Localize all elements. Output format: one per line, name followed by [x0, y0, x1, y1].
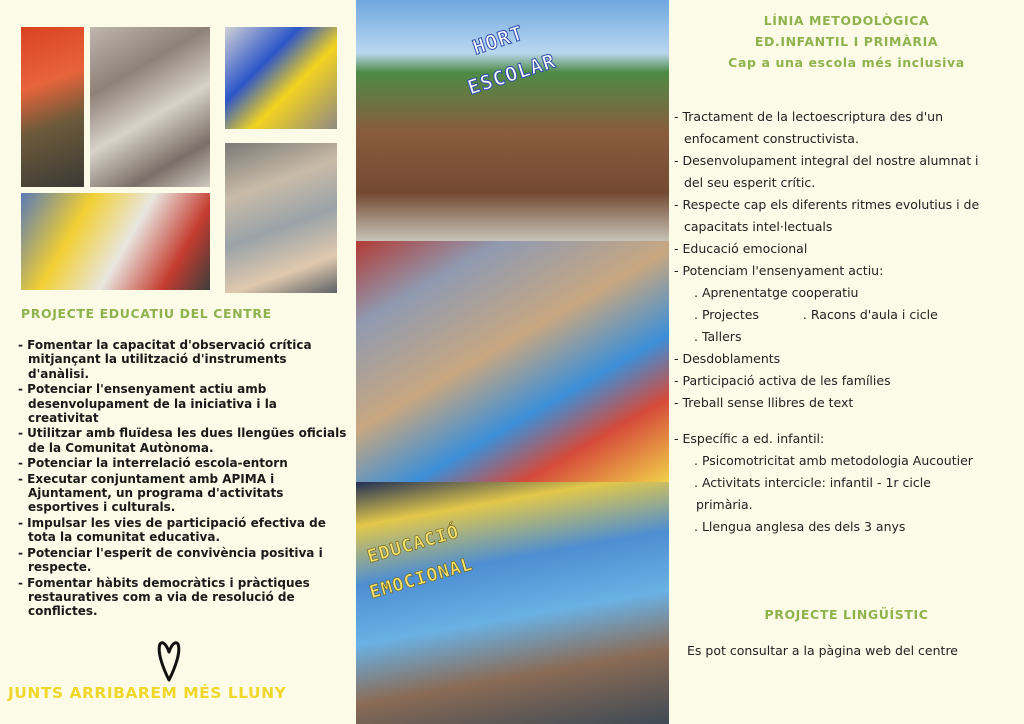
- list-item: . Activitats intercicle: infantil - 1r cicle: [694, 475, 931, 490]
- slogan: JUNTS ARRIBAREM MÉS LLUNY: [8, 684, 287, 702]
- list-item: - Desenvolupament integral del nostre alumnat i: [674, 153, 979, 168]
- list-item: primària.: [696, 497, 753, 512]
- list-item: - Potenciar la interrelació escola-entorn: [18, 456, 288, 471]
- list-item: - Executar conjuntament amb APIMA i Ajuntament, un programa d'activitats esportives i culturals.: [18, 471, 284, 515]
- list-item: - Utilitzar amb fluïdesa les dues llengües oficials de la Comunitat Autònoma.: [18, 426, 347, 455]
- photo-building-blocks: [225, 27, 337, 129]
- photo-kids-writing: [90, 27, 210, 187]
- linguistic-project-text: Es pot consultar a la pàgina web del centre: [687, 643, 958, 658]
- list-item: - Potenciar l'esperit de convivència positiva i respecte.: [18, 545, 323, 575]
- list-item: - Treball sense llibres de text: [674, 395, 854, 410]
- list-item: - Tractament de la lectoescriptura des d'un: [674, 109, 944, 124]
- project-bullet-list: [18, 338, 350, 620]
- middle-panel: [356, 0, 669, 724]
- linguistic-project-title: PROJECTE LINGÜÍSTIC: [764, 607, 929, 622]
- list-item: [674, 304, 1019, 326]
- project-title: PROJECTE EDUCATIU DEL CENTRE: [21, 306, 272, 321]
- list-item: - Específic a ed. infantil:: [674, 431, 825, 446]
- list-item: - Fomentar hàbits democràtics i pràctiques restauratives com a via de resolució de conflictes.: [18, 575, 310, 619]
- list-item: capacitats intel·lectuals: [684, 219, 833, 234]
- garden-label: HORT: [469, 20, 527, 60]
- list-item: - Desdoblaments: [674, 351, 781, 366]
- methodology-list: [674, 106, 1019, 538]
- photo-wooden-tower: [356, 241, 669, 482]
- photo-classroom: [21, 193, 210, 290]
- photo-kids-floor: [21, 27, 84, 187]
- list-item: - Potenciar l'ensenyament actiu amb desenvolupament de la iniciativa i la creativitat: [18, 382, 277, 426]
- header-subtitle: ED.INFANTIL I PRIMÀRIA: [754, 34, 939, 49]
- list-item: - Respecte cap els diferents ritmes evolutius i de: [674, 197, 980, 212]
- list-item: - Impulsar les vies de participació efectiva de tota la comunitat educativa.: [18, 515, 326, 545]
- emotion-label: EDUCACIÓ: [364, 521, 462, 568]
- list-item: . Tallers: [694, 329, 742, 344]
- list-item-text: . Projectes: [694, 307, 759, 322]
- left-panel: [0, 0, 356, 724]
- list-item: . Llengua anglesa des dels 3 anys: [694, 519, 906, 534]
- right-panel: [669, 0, 1024, 724]
- methodology-header: [669, 10, 1024, 73]
- heart-icon: [155, 638, 183, 686]
- spacer: [674, 414, 1019, 428]
- list-item: del seu esperit crític.: [684, 175, 816, 190]
- photo-hands-nature: [225, 143, 337, 293]
- list-item: . Psicomotricitat amb metodologia Aucoutier: [694, 453, 973, 468]
- emotion-label: EMOCIONAL: [367, 553, 476, 604]
- list-item: - Potenciam l'ensenyament actiu:: [674, 263, 884, 278]
- list-item: - Participació activa de les famílies: [674, 373, 891, 388]
- list-item: enfocament constructivista.: [684, 131, 859, 146]
- list-item: - Fomentar la capacitat d'observació crítica mitjançant la utilització d'instruments d'anàlisi.: [18, 338, 312, 381]
- garden-label: ESCOLAR: [464, 48, 559, 100]
- list-item-text: . Racons d'aula i cicle: [802, 307, 938, 322]
- photo-emotional-education: [356, 482, 669, 724]
- list-item: - Educació emocional: [674, 241, 808, 256]
- header-tagline: Cap a una escola més inclusiva: [728, 55, 965, 70]
- list-item: . Aprenentatge cooperatiu: [694, 285, 859, 300]
- header-title: LÍNIA METODOLÒGICA: [763, 13, 930, 28]
